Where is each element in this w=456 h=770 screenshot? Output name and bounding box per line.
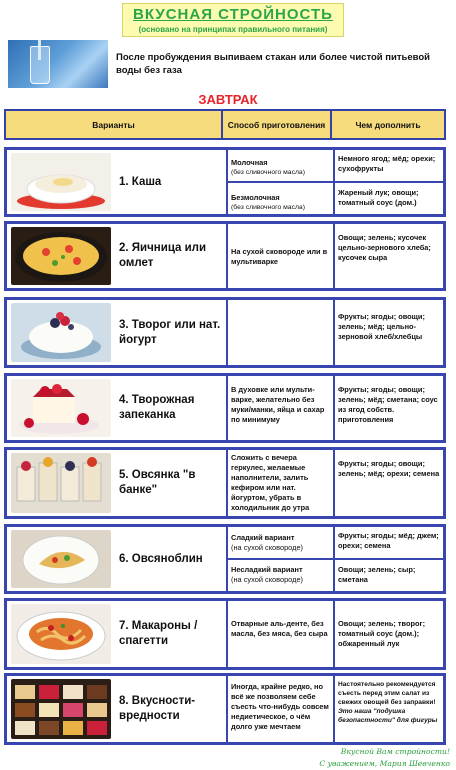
addition-cell: Фрукты; ягоды; овощи; зелень; мёд; сметана; соус из ягод собств. приготовления: [338, 385, 438, 424]
addition-cell: Жареный лук; овощи; томатный соус (дом.): [338, 188, 419, 207]
desserts-image: [11, 679, 111, 739]
oat-pancake-image: [11, 530, 111, 588]
row-name: 7. Макароны / спагетти: [119, 620, 198, 647]
row-name: 4. Творожная запеканка: [119, 394, 195, 421]
addition-cell: Овощи; зелень; творог; томатный соус (дом.); обжаренный лук: [338, 619, 426, 648]
table-row-omelet: [4, 221, 446, 291]
table-row-ovsyanoblin: [4, 524, 446, 594]
header-variants: Варианты: [6, 111, 223, 138]
addition-cell: Фрукты; ягоды; овощи; зелень; мёд; орехи; семена: [338, 459, 440, 478]
row-name: 1. Каша: [119, 175, 162, 188]
section-title: ЗАВТРАК: [198, 92, 258, 107]
addition-cell: Немного ягод; мёд; орехи; сухофрукты: [338, 154, 436, 173]
table-header: [4, 109, 446, 140]
header-method: Способ приготовления: [223, 111, 332, 138]
page-title: ВКУСНАЯ СТРОЙНОСТЬ: [133, 6, 333, 23]
method-cell: Сложить с вечера геркулес, желаемые наполнители, залить кефиром или нат. йогуртом, убрать в холодильник до утра: [231, 453, 310, 512]
table-row-ovsyanka: [4, 447, 446, 519]
addition-cell: Фрукты; ягоды; овощи; зелень; мёд; цельно-зерновой хлеб/хлебцы: [338, 312, 425, 341]
cottage-cheese-image: [11, 303, 111, 362]
glass-icon: [30, 46, 50, 84]
row-name: 6. Овсяноблин: [119, 552, 203, 565]
addition-cell: Фрукты; ягоды; мёд; джем; орехи; семена: [338, 531, 439, 550]
method-cell: Несладкий вариант (на сухой сковороде): [231, 565, 304, 584]
addition-cell: Овощи; зелень; кусочек цельно-зернового хлеба; кусочек сыра: [338, 233, 431, 262]
table-row-tvorog: [4, 297, 446, 368]
addition-cell: Овощи; зелень; сыр; сметана: [338, 565, 416, 584]
water-glass-image: [8, 40, 108, 88]
addition-cell: Настоятельно рекомендуется съесть перед этим салат из свежих овощей без заправки! Это наша "подушка безопастности" для фигуры: [338, 681, 438, 724]
table-row-zapekanka: [4, 373, 446, 443]
row-name: 5. Овсянка "в банке": [119, 469, 196, 496]
page-subtitle: (основано на принципах правильного питания): [138, 25, 328, 34]
row-name: 3. Творог или нат. йогурт: [119, 318, 221, 346]
method-cell: Отварные аль-денте, без масла, без мяса, без сыра: [231, 619, 328, 638]
pasta-image: [11, 604, 111, 664]
title-box: [122, 3, 344, 37]
row-name: 8. Вкусности-вредности: [119, 695, 196, 722]
method-cell: Безмолочная (без сливочного масла): [231, 193, 305, 211]
method-cell: Молочная (без сливочного масла): [231, 158, 305, 176]
porridge-image: [11, 153, 111, 211]
signature-line-2: С уважением, Мария Шевченко: [319, 759, 450, 768]
header-addition: Чем дополнить: [355, 119, 421, 130]
table-row-treats: [4, 673, 446, 745]
signature-line-1: Вкусной Вам стройности!: [340, 747, 450, 756]
overnight-oats-image: [11, 453, 111, 513]
method-cell: В духовке или мульти-варке, желательно без муки/манки, яйца и сахар по минимуму: [231, 385, 325, 424]
method-cell: Сладкий вариант (на сухой сковороде): [231, 533, 304, 552]
omelet-image: [11, 227, 111, 285]
table-row-kasha: [4, 147, 446, 217]
method-cell: Иногда, крайне редко, но всё же позволяем себе съесть что-нибудь совсем недиетическое, о чём долго уже мечтаем: [231, 682, 329, 731]
table-row-pasta: [4, 598, 446, 670]
row-name: 2. Яичница или омлет: [119, 242, 207, 269]
method-cell: На сухой сковороде или в мультиварке: [231, 247, 328, 266]
water-note: После пробуждения выпиваем стакан или более чистой питьевой воды без газа: [116, 52, 430, 76]
casserole-image: [11, 379, 111, 437]
